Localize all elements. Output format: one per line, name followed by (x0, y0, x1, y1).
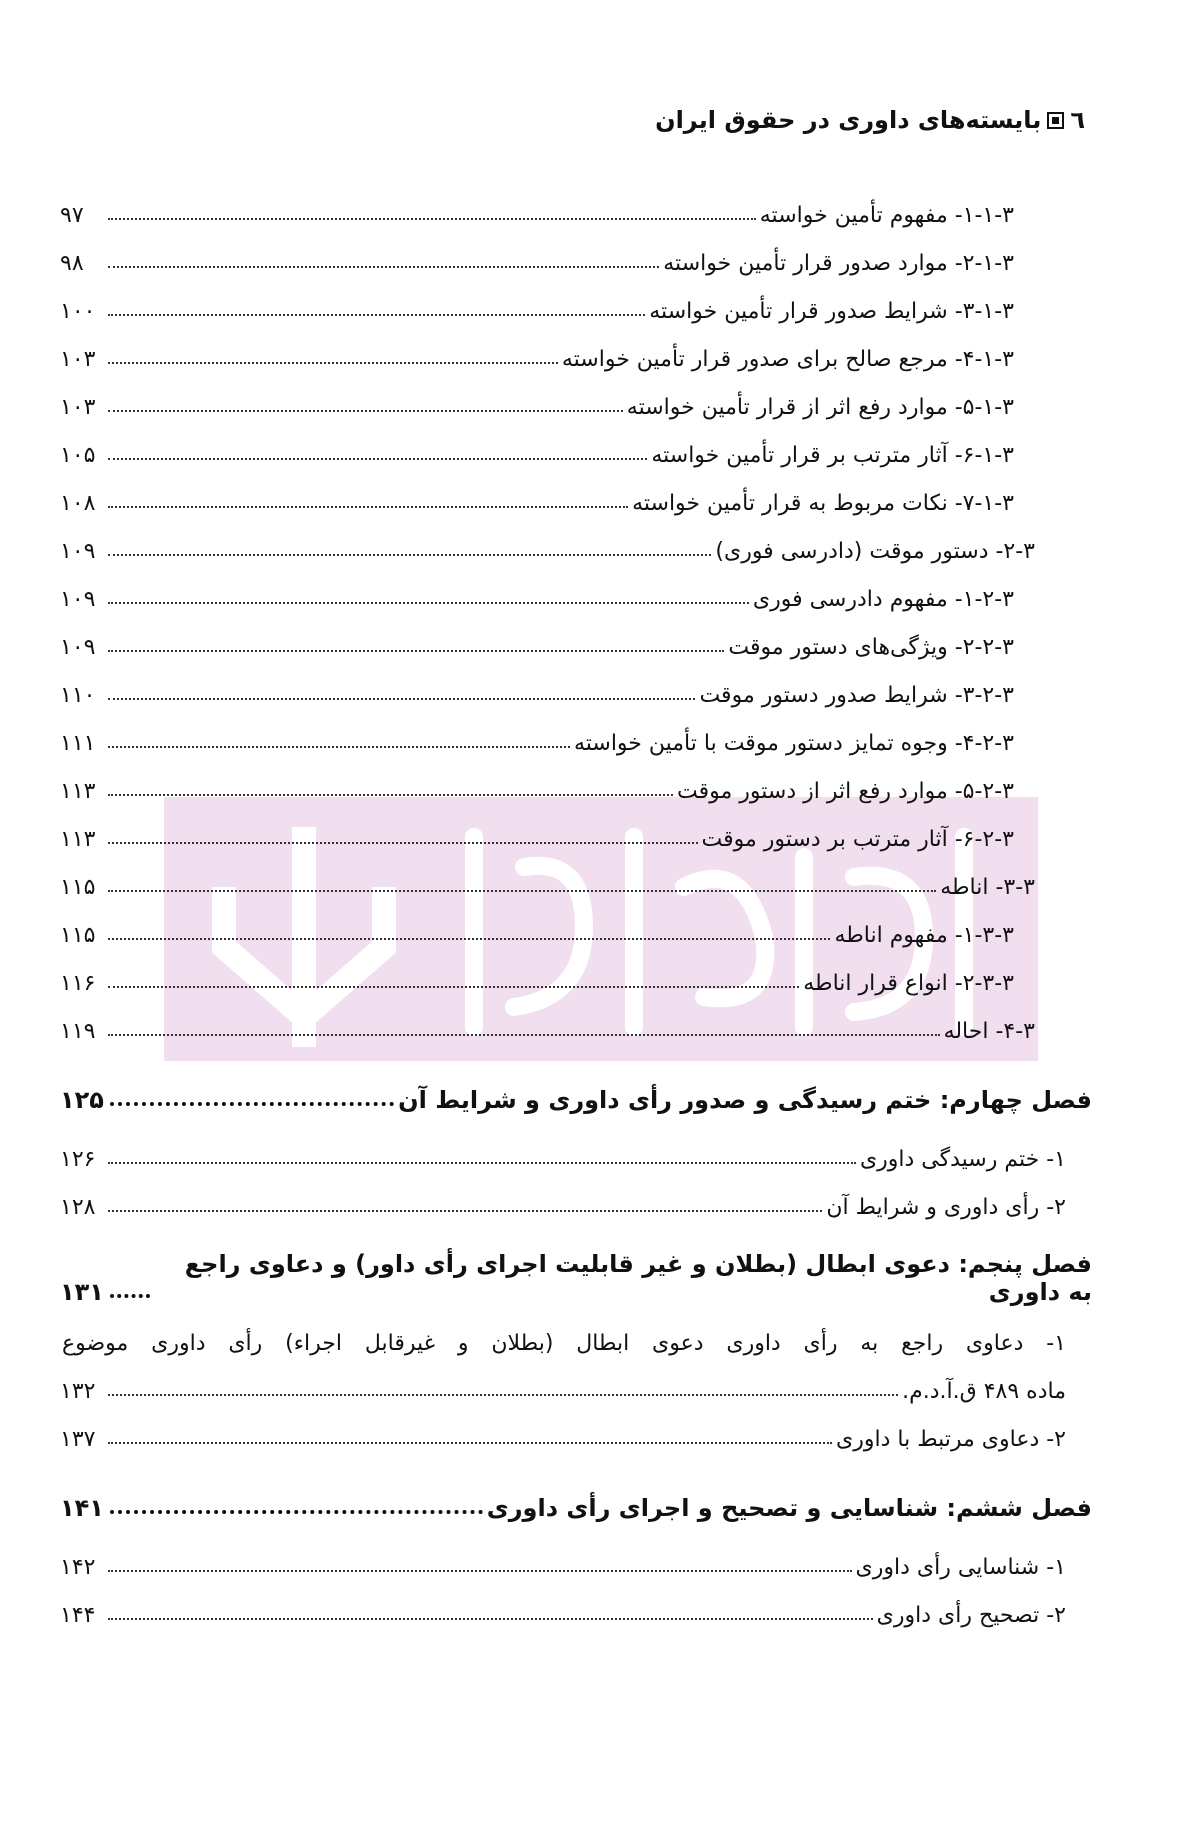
leader-dots (108, 314, 645, 316)
leader-dots (108, 554, 711, 556)
entry-title: ۱- ختم رسیدگی داوری (859, 1147, 1066, 1172)
leader-dots (108, 650, 724, 652)
page-number: ۱۳۷ (60, 1427, 96, 1452)
page-number: ۱۱۳ (60, 779, 96, 804)
page-number: ۱۳۲ (60, 1379, 96, 1404)
toc-entry[interactable] (60, 716, 1186, 764)
toc-entry[interactable] (60, 1180, 1186, 1228)
toc-entry[interactable] (60, 764, 1186, 812)
toc-entry[interactable] (60, 1364, 1186, 1412)
leader-dots (108, 1394, 898, 1396)
chapter-heading[interactable] (60, 1482, 1186, 1530)
page-number: ۱۴۲ (60, 1555, 96, 1580)
entry-title: ۴-۳- احاله (943, 1019, 1035, 1044)
toc-entry[interactable] (60, 284, 1186, 332)
toc-entry[interactable] (60, 332, 1186, 380)
toc-entry[interactable] (60, 908, 1186, 956)
leader-dots (108, 986, 799, 988)
chapter-title: فصل ششم: شناسایی و تصحیح و اجرای رأی داوری (486, 1494, 1092, 1522)
page-number: ۱۴۱ (60, 1494, 104, 1522)
leader-dots (108, 1570, 852, 1572)
page-number: ۱۰۹ (60, 539, 96, 564)
toc-entry[interactable] (60, 860, 1186, 908)
leader-dots (108, 842, 698, 844)
toc-entry[interactable] (60, 668, 1186, 716)
entry-title: ۳-۲-۳- شرایط صدور دستور موقت (699, 683, 1014, 708)
page-number: ۱۱۹ (60, 1019, 96, 1044)
chapter-title: فصل پنجم: دعوی ابطال (بطلان و غیر قابلیت اجرای رأی داور) و دعاوی راجع به داوری (184, 1250, 1092, 1306)
book-title: بایسته‌های داوری در حقوق ایران (655, 106, 1042, 134)
leader-dots (108, 362, 558, 364)
entry-title: ۲-۲-۳- ویژگی‌های دستور موقت (728, 635, 1014, 660)
entry-title: ۵-۱-۳- موارد رفع اثر از قرار تأمین خواسته (626, 395, 1014, 420)
page-number: ۱۱۳ (60, 827, 96, 852)
entry-title: ۲- دعاوی مرتبط با داوری (836, 1427, 1066, 1452)
entry-title: ۱-۳-۳- مفهوم اناطه (834, 923, 1014, 948)
toc-entry[interactable] (60, 572, 1186, 620)
page-number: ۱۱۰ (60, 683, 96, 708)
page-number: ۱۲۵ (60, 1086, 104, 1114)
table-of-contents (60, 188, 1186, 1636)
toc-entry[interactable] (60, 428, 1186, 476)
page-number: ۱۲۸ (60, 1195, 96, 1220)
toc-entry[interactable] (60, 620, 1186, 668)
page-number: ۱۰۸ (60, 491, 96, 516)
entry-title: ۵-۲-۳- موارد رفع اثر از دستور موقت (677, 779, 1014, 804)
toc-entry[interactable] (60, 956, 1186, 1004)
entry-title: ۲-۳-۳- انواع قرار اناطه (803, 971, 1014, 996)
chapter-heading[interactable] (60, 1250, 1186, 1314)
entry-title: ۷-۱-۳- نکات مربوط به قرار تأمین خواسته (632, 491, 1014, 516)
entry-title-line1[interactable]: ۱- دعاوی راجع به رأی داوری دعوی ابطال (بطلان و غیرقابل اجراء) رأی داوری موضوع (62, 1331, 1066, 1356)
page-number: ۱۲۶ (60, 1147, 96, 1172)
page-number: ۱۰۹ (60, 635, 96, 660)
toc-entry[interactable] (60, 812, 1186, 860)
toc-entry[interactable] (60, 380, 1186, 428)
leader-dots (110, 1102, 394, 1106)
entry-title: ۴-۱-۳- مرجع صالح برای صدور قرار تأمین خواسته (561, 347, 1014, 372)
leader-dots (108, 458, 647, 460)
leader-dots (108, 1034, 940, 1036)
running-header (655, 106, 1085, 134)
toc-entry[interactable] (60, 1540, 1186, 1588)
entry-title: ۲- رأی داوری و شرایط آن (826, 1195, 1066, 1220)
toc-entry[interactable] (60, 1132, 1186, 1180)
page-number: ۱۰۵ (60, 443, 96, 468)
entry-title: ۱- شناسایی رأی داوری (855, 1555, 1066, 1580)
entry-title: ۳-۱-۳- شرایط صدور قرار تأمین خواسته (649, 299, 1014, 324)
leader-dots (108, 506, 628, 508)
entry-title: ۶-۲-۳- آثار مترتب بر دستور موقت (701, 827, 1014, 852)
chapter-heading[interactable] (60, 1074, 1186, 1122)
entry-title: ۴-۲-۳- وجوه تمایز دستور موقت با تأمین خواسته (573, 731, 1014, 756)
page-number: ۹۸ (60, 251, 84, 276)
page-number: ۱۴۴ (60, 1603, 96, 1628)
page-number: ۹۷ (60, 203, 84, 228)
page-number: ۱۰۰ (60, 299, 96, 324)
leader-dots (108, 218, 756, 220)
page-number: ۱۰۹ (60, 587, 96, 612)
toc-entry[interactable] (60, 1588, 1186, 1636)
page-number: ۱۱۵ (60, 923, 96, 948)
page-number: ۱۰۳ (60, 395, 96, 420)
entry-title: ۲-۳- دستور موقت (دادرسی فوری) (715, 539, 1035, 564)
toc-entry[interactable] (60, 236, 1186, 284)
leader-dots (108, 698, 695, 700)
leader-dots (108, 938, 830, 940)
leader-dots (110, 1510, 483, 1514)
leader-dots (108, 1162, 856, 1164)
toc-entry[interactable] (60, 1412, 1186, 1460)
leader-dots (108, 1618, 873, 1620)
page-number: ۱۳۱ (60, 1278, 104, 1306)
leader-dots (108, 1442, 832, 1444)
entry-title: ۲- تصحیح رأی داوری (876, 1603, 1066, 1628)
page-number: ۱۰۳ (60, 347, 96, 372)
leader-dots (108, 602, 749, 604)
toc-entry[interactable] (60, 524, 1186, 572)
page-number: ٦ (1070, 106, 1085, 134)
entry-title: ۳-۳- اناطه (940, 875, 1035, 900)
entry-title: ۱-۲-۳- مفهوم دادرسی فوری (752, 587, 1014, 612)
toc-entry[interactable] (60, 476, 1186, 524)
page-number: ۱۱۱ (60, 731, 96, 756)
entry-title: ۱-۱-۳- مفهوم تأمین خواسته (759, 203, 1014, 228)
leader-dots (108, 266, 659, 268)
leader-dots (108, 890, 936, 892)
entry-title: ماده ۴۸۹ ق.آ.د.م. (902, 1379, 1066, 1404)
square-bullet-icon (1047, 112, 1064, 129)
leader-dots (108, 1210, 822, 1212)
leader-dots (108, 794, 673, 796)
entry-title: ۶-۱-۳- آثار مترتب بر قرار تأمین خواسته (651, 443, 1014, 468)
leader-dots (110, 1294, 150, 1298)
toc-entry[interactable] (60, 1004, 1186, 1052)
page-number: ۱۱۵ (60, 875, 96, 900)
entry-title: ۲-۱-۳- موارد صدور قرار تأمین خواسته (663, 251, 1014, 276)
chapter-title: فصل چهارم: ختم رسیدگی و صدور رأی داوری و شرایط آن (398, 1086, 1092, 1114)
leader-dots (108, 410, 623, 412)
page-number: ۱۱۶ (60, 971, 96, 996)
toc-entry[interactable] (60, 188, 1186, 236)
leader-dots (108, 746, 570, 748)
